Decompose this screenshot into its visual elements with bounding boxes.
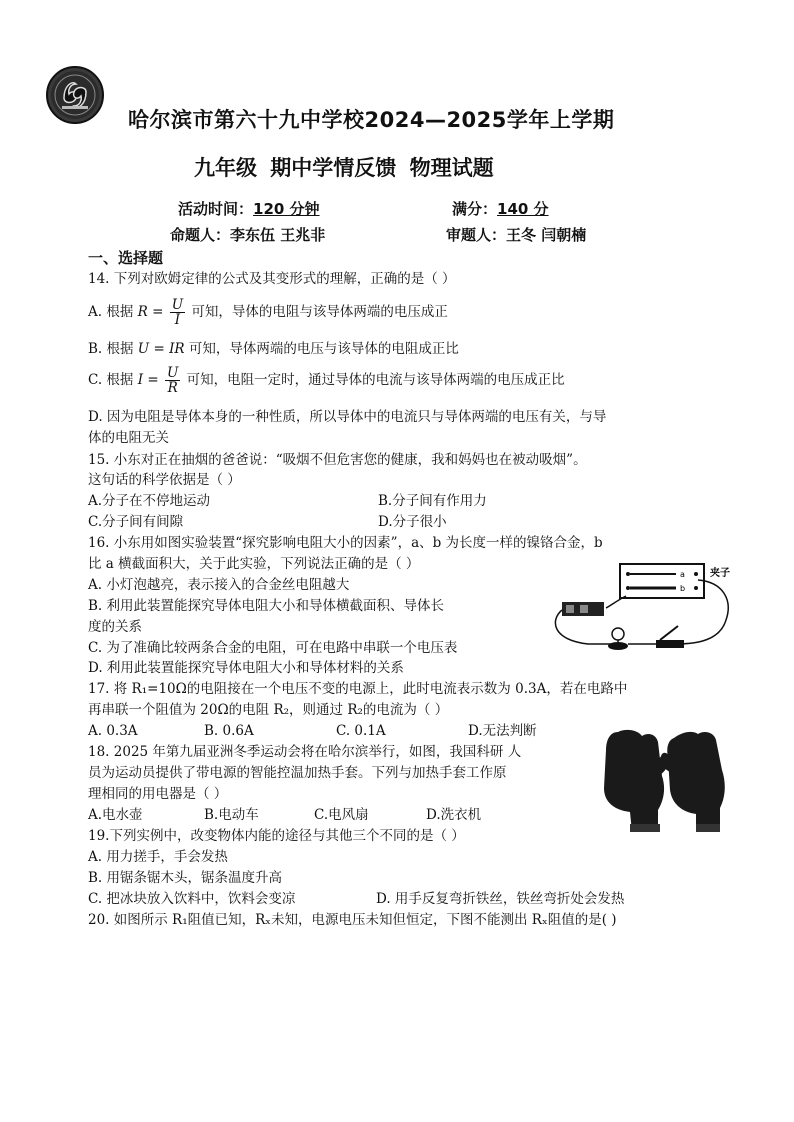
school-logo-icon (48, 68, 102, 122)
q19-option-a: A. 用力搓手，手会发热 (88, 849, 228, 865)
q19-stem: 19.下列实例中，改变物体内能的途径与其他三个不同的是（ ） (88, 828, 465, 844)
q20-stem: 20. 如图所示 R₁阻值已知，Rₓ未知，电源电压未知但恒定，下图不能测出 Rₓ阻值的是( ) (88, 912, 617, 928)
q17-option-a: A. 0.3A (88, 723, 138, 739)
q18-stem-line3: 理相同的用电器是（ ） (88, 786, 228, 802)
q19-option-b: B. 用锯条锯木头，锯条温度升高 (88, 870, 283, 886)
exam-title-line2: 九年级 期中学情反馈 物理试题 (194, 156, 494, 180)
q17-stem-line1: 17. 将 R₁=10Ω的电阻接在一个电压不变的电源上，此时电流表示数为 0.3A，若在电路中 (88, 681, 628, 697)
q17-stem-line2: 再串联一个阻值为 20Ω的电阻 R₂，则通过 R₂的电流为（ ） (88, 702, 449, 718)
q18-stem-line1: 18. 2025 年第九届亚洲冬季运动会将在哈尔滨举行，如图，我国科研 人 (88, 744, 522, 760)
q15-option-a: A.分子在不停地运动 (88, 493, 211, 509)
q14-option-a: A. 根据 R = $\frac{U}{I}$ 可知，导体的电阻与该导体两端的电压成正 (88, 297, 448, 328)
switch-icon (656, 640, 684, 648)
q18-option-c: C.电风扇 (314, 807, 369, 823)
clip-label: 夹子 (710, 568, 730, 579)
q18-option-b: B.电动车 (204, 807, 259, 823)
q14-option-d-line2: 体的电阻无关 (88, 430, 169, 446)
q16-option-a: A. 小灯泡越亮，表示接入的合金丝电阻越大 (88, 577, 350, 593)
q16-option-c: C. 为了准确比较两条合金的电阻，可在电路中串联一个电压表 (88, 640, 458, 656)
bulb-icon (612, 628, 624, 640)
q16-option-d: D. 利用此装置能探究导体电阻大小和导体材料的关系 (88, 660, 404, 676)
time-info (178, 198, 320, 219)
q14-option-c: C. 根据 I = $\frac{U}{R}$ 可知，电阻一定时，通过导体的电流与该导体两端的电压成正比 (88, 365, 565, 396)
right-glove-icon (660, 732, 724, 832)
time-label: 活动时间： (178, 200, 254, 218)
alloy-board (620, 564, 704, 598)
exam-title-line1: 哈尔滨市第六十九中学校2024—2025学年上学期 (128, 108, 615, 132)
q16-stem-line1: 16. 小东用如图实验装置“探究影响电阻大小的因素”，a、b 为长度一样的镍铬合金，b (88, 535, 603, 551)
q14-stem: 14. 下列对欧姆定律的公式及其变形式的理解，正确的是（ ） (88, 271, 456, 287)
q18-option-d: D.洗衣机 (426, 807, 482, 823)
q19-option-c: C. 把冰块放入饮料中，饮料会变凉 (88, 891, 296, 907)
q15-option-d: D.分子很小 (378, 514, 447, 530)
heated-gloves-figure (600, 728, 728, 836)
q15-option-b: B.分子间有作用力 (378, 493, 487, 509)
q17-option-c: C. 0.1A (336, 723, 386, 739)
q14-option-d-line1: D. 因为电阻是导体本身的一种性质，所以导体中的电流只与导体两端的电压有关，与导 (88, 409, 607, 425)
q16-option-b-line2: 度的关系 (88, 619, 142, 635)
q15-stem-line2: 这句话的科学依据是（ ） (88, 472, 241, 488)
score-info (452, 198, 549, 219)
q16-circuit-figure (548, 560, 748, 660)
school-logo (46, 66, 104, 124)
fraction-u-over-i: $\frac{U}{I}$ (171, 297, 184, 328)
q14-option-b: B. 根据 U = IR 可知，导体两端的电压与该导体的电阻成正比 (88, 341, 459, 357)
q15-option-c: C.分子间有间隙 (88, 514, 184, 530)
q19-option-d: D. 用手反复弯折铁丝，铁丝弯折处会发热 (376, 891, 625, 907)
score-value: 140 分 (497, 200, 549, 218)
reviewer-info: 审题人：王冬 闫朝楠 (446, 226, 587, 244)
q16-stem-line2: 比 a 横截面积大，关于此实验，下列说法正确的是（ ） (88, 556, 420, 572)
svg-text:b: b (680, 584, 686, 593)
q15-stem-line1: 15. 小东对正在抽烟的爸爸说：“吸烟不但危害您的健康，我和妈妈也在被动吸烟”。 (88, 452, 587, 468)
q17-option-d: D.无法判断 (468, 723, 537, 739)
author-info: 命题人：李东伍 王兆非 (170, 226, 326, 244)
left-glove-icon (604, 730, 668, 832)
q18-option-a: A.电水壶 (88, 807, 143, 823)
fraction-u-over-r: $\frac{U}{R}$ (166, 365, 179, 396)
score-label: 满分： (452, 200, 498, 218)
svg-text:a: a (680, 570, 685, 579)
time-value: 120 分钟 (253, 200, 320, 218)
section-title: 一、选择题 (88, 249, 164, 267)
q17-option-b: B. 0.6A (204, 723, 254, 739)
q18-stem-line2: 员为运动员提供了带电源的智能控温加热手套。下列与加热手套工作原 (88, 765, 507, 781)
q16-option-b-line1: B. 利用此装置能探究导体电阻大小和导体横截面积、导体长 (88, 598, 445, 614)
